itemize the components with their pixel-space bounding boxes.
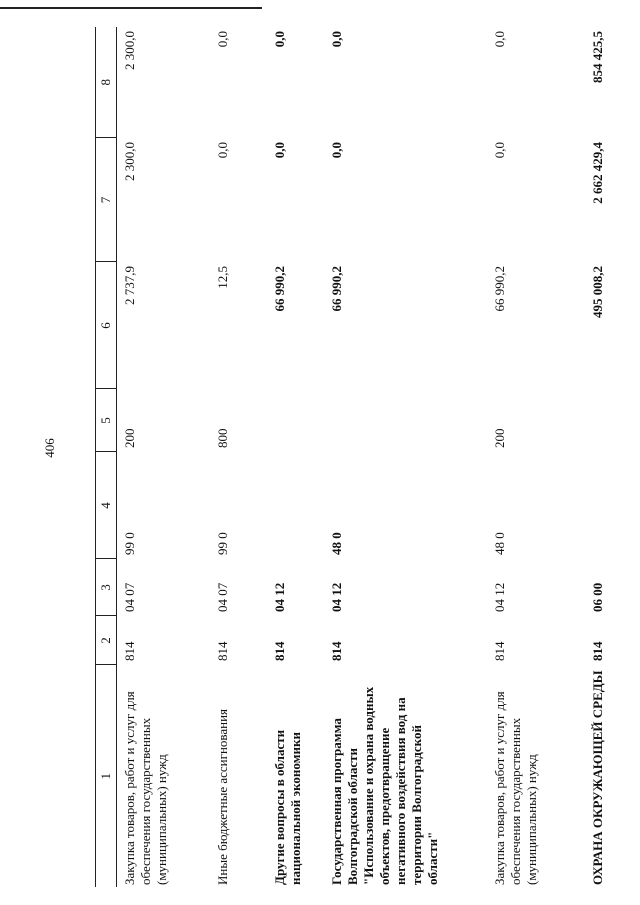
- cell-c7: 0,0: [492, 142, 507, 159]
- cell-c2: 814: [122, 641, 137, 661]
- cell-c7: 2 300,0: [122, 142, 137, 181]
- cell-c2: 814: [272, 641, 287, 661]
- column-header: 4: [96, 452, 117, 559]
- cell-c4: 48 0: [329, 532, 344, 555]
- cell-c8: 2 300,0: [122, 31, 137, 70]
- cell-c8: 0,0: [272, 31, 287, 48]
- cell-c7: 0,0: [215, 142, 230, 159]
- cell-c3: 04 12: [492, 582, 507, 612]
- cell-c3: 04 07: [215, 582, 230, 612]
- table-row: [487, 27, 585, 887]
- cell-c2: 814: [329, 641, 344, 661]
- cell-c7: 0,0: [329, 142, 344, 159]
- cell-c6: 66 990,2: [492, 266, 507, 312]
- row-name: Закупка товаров, работ и услуг для обеспечения государственных (муниципальных) нужд: [122, 691, 169, 885]
- cell-c4: 99 0: [122, 532, 137, 555]
- cell-c3: 04 07: [122, 582, 137, 612]
- cell-c6: 66 990,2: [272, 266, 287, 312]
- cell-c5: [267, 389, 324, 452]
- cell-c8: 0,0: [215, 31, 230, 48]
- cell-c6: 2 737,9: [122, 266, 137, 305]
- header-row: [96, 27, 117, 887]
- top-rule: [0, 7, 262, 9]
- cell-c3: 04 12: [329, 582, 344, 612]
- cell-c7: 0,0: [272, 142, 287, 159]
- cell-c8: 854 425,5: [590, 31, 605, 83]
- cell-c3: 04 12: [272, 582, 287, 612]
- cell-c2: 814: [492, 641, 507, 661]
- cell-c7: 2 662 429,4: [590, 142, 605, 204]
- table-row: [324, 27, 487, 887]
- column-header: 3: [96, 559, 117, 616]
- cell-c5: [585, 389, 640, 452]
- cell-c4: 99 0: [215, 532, 230, 555]
- budget-table: [95, 27, 640, 887]
- column-header: 7: [96, 138, 117, 262]
- cell-c6: 12,5: [215, 266, 230, 289]
- cell-c2: 814: [215, 641, 230, 661]
- cell-c4: 48 0: [492, 532, 507, 555]
- cell-c4: [585, 452, 640, 559]
- table-row: [210, 27, 267, 887]
- column-header: 6: [96, 262, 117, 389]
- cell-c6: 495 008,2: [590, 266, 605, 318]
- cell-c2: 814: [590, 641, 605, 661]
- row-name: ОХРАНА ОКРУЖАЮЩЕЙ СРЕДЫ: [590, 670, 605, 885]
- cell-c5: 200: [122, 428, 137, 448]
- column-header: 5: [96, 389, 117, 452]
- table-row: [267, 27, 324, 887]
- row-name: Государственная программа Волгоградской области "Использование и охрана водных объектов, предотвращение негативного воздействия вод на территории Волгоградской области": [329, 686, 440, 885]
- rotated-table-area: [95, 27, 635, 887]
- cell-c5: 800: [215, 428, 230, 448]
- cell-c5: [324, 389, 487, 452]
- cell-c5: 200: [492, 428, 507, 448]
- table-row: [117, 27, 211, 887]
- page-number: 406: [42, 438, 57, 458]
- cell-c6: 66 990,2: [329, 266, 344, 312]
- cell-c8: 0,0: [492, 31, 507, 48]
- cell-c3: 06 00: [590, 582, 605, 612]
- column-header: 8: [96, 27, 117, 138]
- column-header: 1: [96, 665, 117, 887]
- cell-c8: 0,0: [329, 31, 344, 48]
- cell-c4: [267, 452, 324, 559]
- row-name: Закупка товаров, работ и услуг для обеспечения государственных (муниципальных) нужд: [492, 691, 539, 885]
- table-row: [585, 27, 640, 887]
- column-header: 2: [96, 616, 117, 665]
- row-name: Другие вопросы в области национальной экономики: [272, 729, 303, 885]
- row-name: Иные бюджетные ассигнования: [215, 708, 230, 885]
